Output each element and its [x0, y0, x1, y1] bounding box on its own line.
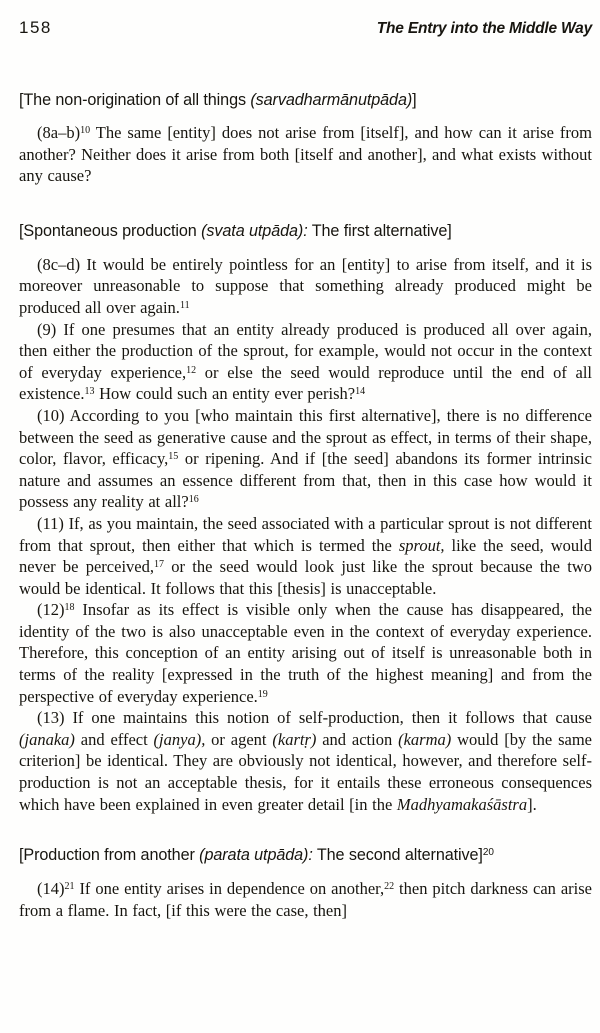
paragraph-11: (11) If, as you maintain, the seed associated with a particular sprout is not different from that sprout, then either that which is termed the sprout, like the seed, would never be perceived,$^{17}$ or the seed would look just like the sprout because the two would be identical. It follows that this [thesis] is unacceptable. [19, 513, 592, 598]
paragraph-13: (13) If one maintains this notion of self-production, then it follows that cause (janaka) and effect (janya), or agent (kartṛ) and action (karma) would [by the same criterion] be identical. They are obviously not identical, however, and therefore self-production is not an acceptable thesis, for it entails these erroneous consequences which have been explained in even greater detail [in the Madhyamakaśāstra]. [19, 708, 592, 814]
page-number: 158 [19, 18, 52, 37]
paragraph-8ab: (8a–b)$^{10}$ The same [entity] does not arise from [itself], and how can it arise from another? Neither does it arise from both [itself and another], and what exists without any cause? [19, 123, 592, 186]
running-title: The Entry into the Middle Way [376, 20, 592, 37]
running-header [19, 18, 592, 39]
section-heading-spontaneous-production: [Spontaneous production (svata utpāda): The first alternative] [19, 221, 452, 240]
paragraph-10: (10) According to you [who maintain this first alternative], there is no difference between the seed as generative cause and the sprout as effect, in terms of their shape, color, flavor, efficacy,$^{15}$ or ripening. And if [the seed] abandons its former intrinsic nature and assumes an essence different from that, then in this case how would it possess any reality at all?$^{16}$ [19, 405, 593, 512]
section-heading-non-origination: [The non-origination of all things (sarvadharmānutpāda)] [19, 91, 417, 109]
section-heading-production-from-another: [Production from another (parata utpāda): The second alternative]$^{20}$ [19, 846, 494, 865]
paragraph-14: (14)$^{21}$ If one entity arises in dependence on another,$^{22}$ then pitch darkness can arise from a flame. In fact, [if this were the case, then] [19, 879, 592, 920]
paragraph-12: (12)$^{18}$ Insofar as its effect is visible only when the cause has disappeared, the identity of the two is also unacceptable even in the context of everyday experience. Therefore, this conception of an entity arising out of itself is unreasonable both in terms of the reality [expressed in the truth of the highest meaning] and from the perspective of everyday experience.$^{19}$ [19, 600, 592, 706]
paragraph-9: (9) If one presumes that an entity already produced is produced all over again, then either the production of the sprout, for example, would not occur in the context of everyday experience,$^{12}$ or else the seed would reproduce until the end of all existence.$^{13}$ How could such an entity ever perish?$^{14}$ [19, 319, 593, 404]
paragraph-8cd: (8c–d) It would be entirely pointless for an [entity] to arise from itself, and it is moreover unreasonable to suppose that something already produced might be produced all over again.$^{11}$ [19, 254, 592, 317]
